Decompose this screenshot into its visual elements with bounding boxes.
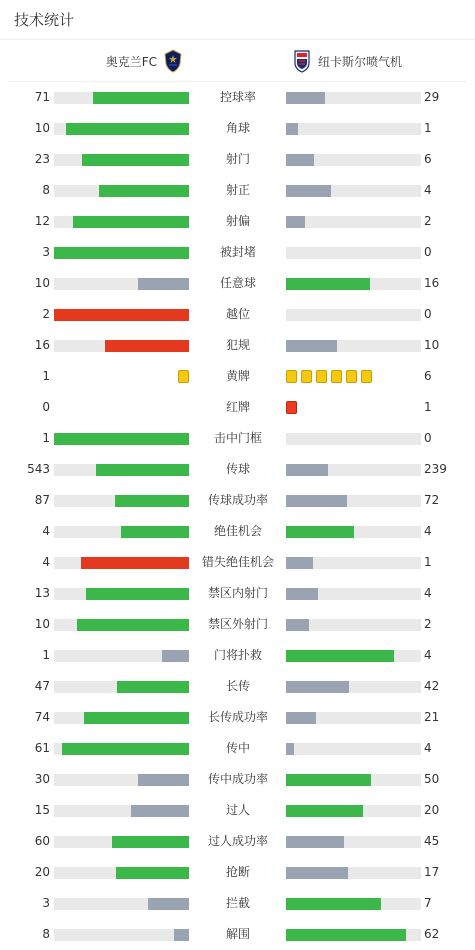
away-stat-value: 72	[424, 493, 440, 507]
page-title: 技术统计	[0, 0, 475, 40]
home-stat-bar-track	[54, 216, 189, 228]
stat-row	[0, 485, 475, 516]
home-stat-bar-fill	[117, 681, 189, 693]
home-stat-bar-fill	[84, 712, 189, 724]
yellow-card-icon	[316, 370, 327, 383]
home-stat-bar-fill	[62, 743, 189, 755]
stat-row	[0, 423, 475, 454]
stat-row	[0, 516, 475, 547]
away-stat-value: 1	[424, 400, 432, 414]
stat-row	[0, 454, 475, 485]
away-cards	[286, 370, 376, 383]
home-stat-value: 3	[42, 896, 50, 910]
away-stat-value: 239	[424, 462, 447, 476]
away-stat-value: 17	[424, 865, 440, 879]
away-stat-bar-track	[286, 247, 421, 259]
home-stat-bar-track	[54, 495, 189, 507]
stat-row	[0, 175, 475, 206]
away-stat-bar-fill	[286, 464, 328, 476]
home-stat-bar-fill	[131, 805, 189, 817]
away-stat-bar-track	[286, 743, 421, 755]
home-stat-value: 15	[34, 803, 50, 817]
home-stat-value: 23	[34, 152, 50, 166]
away-stat-bar-fill	[286, 588, 318, 600]
stat-label: 传中成功率	[207, 772, 268, 786]
stat-label: 射门	[225, 152, 250, 166]
home-team[interactable]	[106, 40, 183, 82]
away-stat-bar-track	[286, 588, 421, 600]
away-team[interactable]	[292, 40, 402, 82]
stat-label: 黄牌	[225, 369, 250, 383]
home-stat-bar-track	[54, 92, 189, 104]
away-stat-value: 1	[424, 555, 432, 569]
newcastle-jets-crest-icon	[292, 49, 312, 73]
home-stat-value: 10	[34, 617, 50, 631]
home-stat-bar-fill	[81, 557, 189, 569]
away-stat-bar-track	[286, 92, 421, 104]
home-stat-bar-fill	[116, 867, 189, 879]
home-stat-value: 4	[42, 555, 50, 569]
stat-row	[0, 144, 475, 175]
away-stat-bar-track	[286, 898, 421, 910]
home-stat-value: 60	[34, 834, 50, 848]
stat-label: 禁区内射门	[207, 586, 268, 600]
home-stat-bar-fill	[138, 774, 189, 786]
home-stat-value: 1	[42, 648, 50, 662]
away-stat-value: 16	[424, 276, 440, 290]
stat-label: 长传成功率	[207, 710, 268, 724]
away-stat-bar-fill	[286, 278, 370, 290]
stat-row	[0, 299, 475, 330]
home-stat-value: 10	[34, 121, 50, 135]
away-stat-value: 4	[424, 586, 432, 600]
away-stat-value: 4	[424, 648, 432, 662]
away-stat-bar-fill	[286, 154, 314, 166]
home-stat-bar-fill	[73, 216, 189, 228]
away-stat-bar-fill	[286, 526, 354, 538]
yellow-card-icon	[331, 370, 342, 383]
home-stat-bar-track	[54, 588, 189, 600]
stat-row	[0, 640, 475, 671]
home-stat-bar-track	[54, 123, 189, 135]
home-stat-bar-fill	[162, 650, 189, 662]
stat-row	[0, 113, 475, 144]
home-stat-bar-fill	[86, 588, 189, 600]
home-stat-value: 47	[34, 679, 50, 693]
stat-row	[0, 609, 475, 640]
away-stat-value: 0	[424, 307, 432, 321]
home-stat-value: 20	[34, 865, 50, 879]
stat-row	[0, 206, 475, 237]
away-stat-value: 7	[424, 896, 432, 910]
home-stat-bar-track	[54, 774, 189, 786]
away-stat-value: 50	[424, 772, 440, 786]
stat-row	[0, 919, 475, 950]
home-stat-value: 8	[42, 927, 50, 941]
home-stat-bar-fill	[93, 92, 189, 104]
away-stat-bar-fill	[286, 340, 337, 352]
stat-row	[0, 268, 475, 299]
stat-row	[0, 330, 475, 361]
away-stat-value: 45	[424, 834, 440, 848]
stat-label: 门将扑救	[213, 648, 262, 662]
away-stat-value: 4	[424, 524, 432, 538]
away-stat-bar-fill	[286, 185, 331, 197]
home-stat-bar-track	[54, 929, 189, 941]
home-stat-value: 1	[42, 369, 50, 383]
away-stat-value: 6	[424, 152, 432, 166]
away-stat-bar-track	[286, 681, 421, 693]
home-cards	[174, 370, 189, 383]
stat-row	[0, 361, 475, 392]
away-stat-bar-track	[286, 557, 421, 569]
home-stat-bar-fill	[96, 464, 189, 476]
away-stat-bar-track	[286, 278, 421, 290]
home-stat-value: 3	[42, 245, 50, 259]
home-stat-bar-fill	[99, 185, 189, 197]
stat-row	[0, 857, 475, 888]
auckland-fc-crest-icon	[163, 49, 183, 73]
home-stat-value: 2	[42, 307, 50, 321]
away-stat-bar-track	[286, 712, 421, 724]
stat-row	[0, 237, 475, 268]
home-stat-bar-track	[54, 836, 189, 848]
stat-label: 传球	[225, 462, 250, 476]
stat-label: 犯规	[225, 338, 250, 352]
away-stat-bar-track	[286, 185, 421, 197]
away-stat-value: 2	[424, 214, 432, 228]
away-stat-bar-track	[286, 619, 421, 631]
stat-row	[0, 733, 475, 764]
away-stat-value: 21	[424, 710, 440, 724]
home-stat-bar-track	[54, 154, 189, 166]
home-stat-bar-fill	[82, 154, 189, 166]
stat-label: 禁区外射门	[207, 617, 268, 631]
home-stat-value: 543	[27, 462, 50, 476]
away-stat-value: 1	[424, 121, 432, 135]
away-cards	[286, 401, 301, 414]
away-stat-bar-fill	[286, 743, 294, 755]
away-stat-bar-track	[286, 433, 421, 445]
away-stat-bar-fill	[286, 495, 347, 507]
away-stat-bar-track	[286, 464, 421, 476]
away-stat-bar-fill	[286, 619, 309, 631]
home-stat-bar-track	[54, 185, 189, 197]
away-stat-bar-track	[286, 836, 421, 848]
yellow-card-icon	[178, 370, 189, 383]
stat-row	[0, 547, 475, 578]
away-stat-value: 2	[424, 617, 432, 631]
home-stat-bar-track	[54, 743, 189, 755]
home-stat-bar-track	[54, 557, 189, 569]
home-stat-bar-fill	[138, 278, 189, 290]
home-stat-bar-track	[54, 340, 189, 352]
stat-label: 任意球	[219, 276, 256, 290]
away-stat-bar-track	[286, 154, 421, 166]
home-stat-bar-fill	[54, 433, 189, 445]
home-stat-bar-fill	[121, 526, 189, 538]
stat-row	[0, 671, 475, 702]
away-stat-bar-fill	[286, 929, 406, 941]
home-stat-bar-track	[54, 650, 189, 662]
stat-label: 击中门框	[213, 431, 262, 445]
stat-label: 红牌	[225, 400, 250, 414]
stat-label: 拦截	[225, 896, 250, 910]
away-stat-value: 0	[424, 431, 432, 445]
home-stat-bar-fill	[112, 836, 189, 848]
home-stat-value: 12	[34, 214, 50, 228]
stat-row	[0, 392, 475, 423]
home-stat-value: 1	[42, 431, 50, 445]
away-stat-value: 10	[424, 338, 440, 352]
home-stat-bar-track	[54, 867, 189, 879]
away-stat-value: 4	[424, 741, 432, 755]
home-stat-value: 16	[34, 338, 50, 352]
away-stat-bar-fill	[286, 650, 394, 662]
away-stat-bar-fill	[286, 681, 349, 693]
away-stat-bar-fill	[286, 774, 371, 786]
yellow-card-icon	[301, 370, 312, 383]
away-stat-value: 0	[424, 245, 432, 259]
away-stat-bar-track	[286, 774, 421, 786]
home-stat-bar-track	[54, 433, 189, 445]
stat-label: 错失绝佳机会	[201, 555, 274, 569]
away-stat-bar-track	[286, 526, 421, 538]
away-stat-bar-fill	[286, 805, 363, 817]
home-stat-bar-track	[54, 681, 189, 693]
teams-header	[8, 40, 467, 82]
yellow-card-icon	[286, 370, 297, 383]
stat-label: 过人	[225, 803, 250, 817]
home-stat-value: 4	[42, 524, 50, 538]
stat-label: 角球	[225, 121, 250, 135]
stat-label: 控球率	[219, 90, 256, 104]
home-stat-bar-track	[54, 619, 189, 631]
stat-row	[0, 764, 475, 795]
home-stat-bar-fill	[148, 898, 189, 910]
stats-list	[0, 82, 475, 950]
home-stat-bar-track	[54, 898, 189, 910]
home-stat-bar-fill	[66, 123, 189, 135]
home-stat-value: 74	[34, 710, 50, 724]
home-stat-bar-track	[54, 278, 189, 290]
away-stat-bar-track	[286, 309, 421, 321]
away-stat-bar-track	[286, 805, 421, 817]
home-stat-bar-fill	[54, 309, 189, 321]
home-stat-value: 8	[42, 183, 50, 197]
stat-label: 过人成功率	[207, 834, 268, 848]
away-stat-value: 62	[424, 927, 440, 941]
away-stat-bar-track	[286, 123, 421, 135]
home-stat-bar-track	[54, 464, 189, 476]
stat-label: 越位	[225, 307, 250, 321]
stat-row	[0, 888, 475, 919]
away-stat-bar-track	[286, 495, 421, 507]
away-stat-value: 29	[424, 90, 440, 104]
home-stat-bar-fill	[105, 340, 189, 352]
home-stat-bar-track	[54, 309, 189, 321]
away-stat-bar-track	[286, 216, 421, 228]
away-stat-bar-track	[286, 340, 421, 352]
stat-label: 解围	[225, 927, 250, 941]
home-team-name: 奥克兰FC	[105, 54, 157, 69]
away-team-name: 纽卡斯尔喷气机	[318, 54, 403, 69]
stat-label: 传中	[225, 741, 250, 755]
stat-label: 传球成功率	[207, 493, 268, 507]
away-stat-bar-fill	[286, 92, 325, 104]
home-stat-bar-track	[54, 247, 189, 259]
yellow-card-icon	[346, 370, 357, 383]
away-stat-bar-track	[286, 929, 421, 941]
home-stat-bar-track	[54, 805, 189, 817]
stat-row	[0, 795, 475, 826]
home-stat-value: 71	[34, 90, 50, 104]
away-stat-bar-fill	[286, 898, 381, 910]
away-stat-bar-fill	[286, 867, 348, 879]
stat-label: 被封堵	[219, 245, 256, 259]
home-stat-value: 87	[34, 493, 50, 507]
home-stat-value: 30	[34, 772, 50, 786]
home-stat-bar-fill	[77, 619, 189, 631]
stat-label: 长传	[225, 679, 250, 693]
away-stat-value: 42	[424, 679, 440, 693]
home-stat-bar-fill	[54, 247, 189, 259]
stat-row	[0, 826, 475, 857]
away-stat-bar-fill	[286, 712, 316, 724]
stat-label: 绝佳机会	[213, 524, 262, 538]
home-stat-bar-fill	[115, 495, 189, 507]
stat-row	[0, 82, 475, 113]
stat-label: 射偏	[225, 214, 250, 228]
red-card-icon	[286, 401, 297, 414]
home-stat-bar-track	[54, 712, 189, 724]
stat-row	[0, 702, 475, 733]
home-stat-value: 10	[34, 276, 50, 290]
yellow-card-icon	[361, 370, 372, 383]
away-stat-bar-fill	[286, 836, 344, 848]
home-stat-bar-fill	[174, 929, 189, 941]
away-stat-value: 6	[424, 369, 432, 383]
away-stat-value: 4	[424, 183, 432, 197]
away-stat-bar-fill	[286, 216, 305, 228]
away-stat-bar-fill	[286, 123, 298, 135]
stat-label: 抢断	[225, 865, 250, 879]
stat-row	[0, 578, 475, 609]
stat-label: 射正	[225, 183, 250, 197]
away-stat-bar-track	[286, 867, 421, 879]
away-stat-bar-fill	[286, 557, 313, 569]
home-stat-bar-track	[54, 526, 189, 538]
home-stat-value: 0	[42, 400, 50, 414]
home-stat-value: 13	[34, 586, 50, 600]
away-stat-value: 20	[424, 803, 440, 817]
home-stat-value: 61	[34, 741, 50, 755]
away-stat-bar-track	[286, 650, 421, 662]
